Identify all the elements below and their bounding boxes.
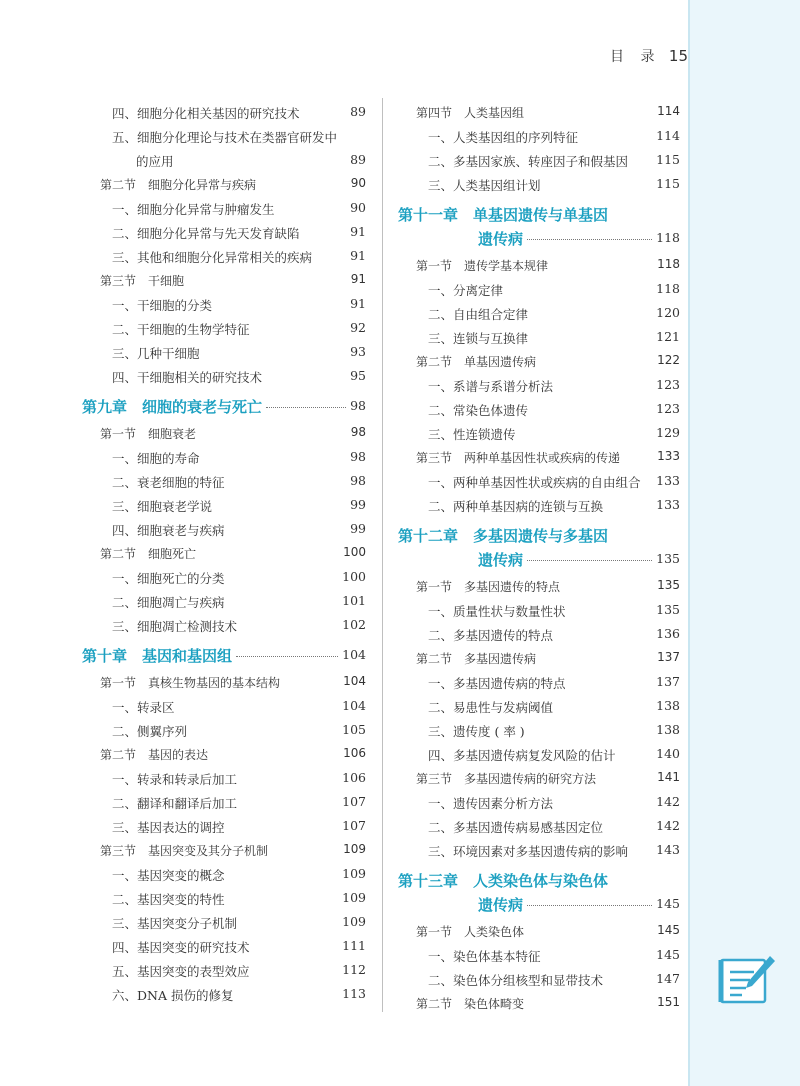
toc-entry-title: 三、其他和细胞分化异常相关的疾病 xyxy=(112,250,313,265)
toc-page-number: 89 xyxy=(350,104,366,119)
toc-entry-title: 一、质量性状与数量性状 xyxy=(428,604,566,619)
toc-page-number: 91 xyxy=(350,248,366,263)
toc-page-number: 140 xyxy=(656,746,680,761)
toc-page-number: 109 xyxy=(342,866,366,881)
toc-entry-title: 一、分离定律 xyxy=(428,283,504,298)
toc-section-entry xyxy=(100,272,366,289)
toc-entry-title: 三、环境因素对多基因遗传病的影响 xyxy=(428,844,629,859)
toc-entry-title: 一、干细胞的分类 xyxy=(112,298,213,313)
toc-section-entry xyxy=(416,923,680,940)
toc-page-number: 100 xyxy=(342,569,366,584)
toc-page-number: 105 xyxy=(342,722,366,737)
toc-item-entry xyxy=(112,368,366,386)
toc-page-number: 107 xyxy=(342,794,366,809)
toc-section-entry xyxy=(100,746,366,763)
toc-page-number: 115 xyxy=(656,152,680,167)
toc-item-entry xyxy=(112,128,366,146)
toc-section-entry xyxy=(416,449,680,466)
toc-item-entry xyxy=(112,104,366,122)
toc-page-number: 135 xyxy=(657,578,680,592)
toc-entry-title: 二、染色体分组核型和显带技术 xyxy=(428,973,604,988)
toc-item-entry xyxy=(112,962,366,980)
toc-item-entry xyxy=(112,890,366,908)
toc-item-entry xyxy=(112,344,366,362)
toc-item-entry xyxy=(112,248,366,266)
toc-item-entry xyxy=(112,986,366,1004)
toc-item-entry xyxy=(112,200,366,218)
toc-item-entry xyxy=(112,866,366,884)
toc-item-entry xyxy=(112,521,366,539)
toc-entry-title: 三、连锁与互换律 xyxy=(428,331,529,346)
toc-section-entry xyxy=(100,842,366,859)
toc-page-number: 89 xyxy=(350,152,366,167)
toc-page-number: 98 xyxy=(350,449,366,464)
toc-section-entry xyxy=(100,674,366,691)
toc-page-number: 118 xyxy=(657,257,680,271)
toc-section-entry xyxy=(416,353,680,370)
toc-entry-title: 第十章 基因和基因组 xyxy=(82,647,233,665)
toc-item-entry xyxy=(428,281,680,299)
toc-page-number: 90 xyxy=(350,176,366,190)
toc-entry-title: 第一节 遗传学基本规律 xyxy=(416,259,549,273)
toc-page-number: 138 xyxy=(656,722,680,737)
toc-page-number: 91 xyxy=(350,296,366,311)
toc-entry-title: 二、侧翼序列 xyxy=(112,724,188,739)
toc-item-entry xyxy=(112,296,366,314)
header-page-number: 15 xyxy=(668,47,688,65)
toc-page-number: 112 xyxy=(342,962,366,977)
toc-item-entry xyxy=(428,674,680,692)
toc-page-number: 99 xyxy=(350,521,366,536)
toc-page-number: 122 xyxy=(657,353,680,367)
toc-page-number: 142 xyxy=(656,818,680,833)
toc-entry-title: 三、几种干细胞 xyxy=(112,346,200,361)
toc-item-entry xyxy=(428,947,680,965)
right-margin-rule xyxy=(688,0,690,1086)
toc-entry-title: 第二节 多基因遗传病 xyxy=(416,652,537,666)
toc-entry-title: 二、易患性与发病阈值 xyxy=(428,700,554,715)
toc-item-entry xyxy=(428,425,680,443)
toc-chapter-entry xyxy=(398,870,680,891)
toc-item-entry xyxy=(112,914,366,932)
toc-page-number: 91 xyxy=(350,272,366,286)
toc-entry-title: 三、遗传度 ( 率 ) xyxy=(428,724,525,739)
toc-entry-title: 一、细胞的寿命 xyxy=(112,451,200,466)
toc-page-number: 99 xyxy=(350,497,366,512)
toc-entry-title: 一、染色体基本特征 xyxy=(428,949,541,964)
toc-page-number: 90 xyxy=(350,200,366,215)
toc-entry-title: 三、基因表达的调控 xyxy=(112,820,225,835)
running-header xyxy=(610,46,688,70)
toc-page-number: 107 xyxy=(342,818,366,833)
toc-page-number: 123 xyxy=(656,401,680,416)
toc-page-number: 145 xyxy=(656,896,680,911)
toc-item-entry xyxy=(112,320,366,338)
toc-page-number: 93 xyxy=(350,344,366,359)
toc-page-number: 109 xyxy=(343,842,366,856)
toc-entry-title: 三、基因突变分子机制 xyxy=(112,916,238,931)
toc-chapter-entry xyxy=(398,204,680,225)
toc-page-number: 100 xyxy=(343,545,366,559)
toc-item-entry xyxy=(428,818,680,836)
toc-entry-title: 二、干细胞的生物学特征 xyxy=(112,322,250,337)
toc-entry-title: 第九章 细胞的衰老与死亡 xyxy=(82,398,263,416)
toc-item-entry xyxy=(428,497,680,515)
toc-entry-title: 二、自由组合定律 xyxy=(428,307,529,322)
toc-item-entry xyxy=(136,152,366,170)
toc-entry-title: 二、多基因遗传的特点 xyxy=(428,628,554,643)
toc-item-entry xyxy=(112,722,366,740)
toc-section-entry xyxy=(100,425,366,442)
toc-item-entry xyxy=(428,746,680,764)
toc-entry-title: 二、基因突变的特性 xyxy=(112,892,225,907)
toc-item-entry xyxy=(112,698,366,716)
toc-entry-title: 二、常染色体遗传 xyxy=(428,403,529,418)
toc-section-entry xyxy=(416,770,680,787)
toc-item-entry xyxy=(428,329,680,347)
toc-section-entry xyxy=(416,650,680,667)
toc-entry-title: 四、多基因遗传病复发风险的估计 xyxy=(428,748,616,763)
toc-dot-leader xyxy=(527,560,652,561)
toc-item-entry xyxy=(112,818,366,836)
toc-page-number: 95 xyxy=(350,368,366,383)
toc-item-entry xyxy=(428,473,680,491)
toc-page-number: 135 xyxy=(656,602,680,617)
toc-entry-title: 五、基因突变的表型效应 xyxy=(112,964,250,979)
toc-entry-title: 第十一章 单基因遗传与单基因 xyxy=(398,206,609,224)
toc-page-number: 118 xyxy=(656,230,680,245)
toc-entry-title: 第二节 单基因遗传病 xyxy=(416,355,537,369)
toc-entry-title: 二、多基因遗传病易感基因定位 xyxy=(428,820,604,835)
toc-section-entry xyxy=(100,176,366,193)
toc-page-number: 91 xyxy=(350,224,366,239)
toc-page-number: 109 xyxy=(342,890,366,905)
toc-page-number: 106 xyxy=(343,746,366,760)
toc-entry-title: 四、细胞分化相关基因的研究技术 xyxy=(112,106,300,121)
toc-entry-title: 第一节 多基因遗传的特点 xyxy=(416,580,561,594)
toc-page-number: 104 xyxy=(343,674,366,688)
toc-item-entry xyxy=(428,842,680,860)
toc-item-entry xyxy=(112,593,366,611)
toc-item-entry xyxy=(428,152,680,170)
toc-item-entry xyxy=(112,224,366,242)
toc-item-entry xyxy=(112,770,366,788)
toc-entry-title: 一、细胞死亡的分类 xyxy=(112,571,225,586)
toc-item-entry xyxy=(112,617,366,635)
right-margin-band xyxy=(690,0,800,1086)
toc-chapter-entry xyxy=(398,525,680,546)
toc-item-entry xyxy=(428,128,680,146)
toc-entry-title: 第十三章 人类染色体与染色体 xyxy=(398,872,609,890)
toc-dot-leader xyxy=(266,407,346,408)
toc-entry-title: 一、两种单基因性状或疾病的自由组合 xyxy=(428,475,641,490)
toc-page-number: 142 xyxy=(656,794,680,809)
toc-page-number: 113 xyxy=(342,986,366,1001)
toc-item-entry xyxy=(428,176,680,194)
toc-page-number: 104 xyxy=(342,647,366,662)
toc-entry-title: 三、人类基因组计划 xyxy=(428,178,541,193)
toc-page-number: 102 xyxy=(342,617,366,632)
toc-page-number: 111 xyxy=(342,938,366,953)
toc-page-number: 138 xyxy=(656,698,680,713)
toc-entry-title: 一、遗传因素分析方法 xyxy=(428,796,554,811)
toc-entry-title: 五、细胞分化理论与技术在类器官研发中 xyxy=(112,130,338,145)
toc-section-entry xyxy=(416,995,680,1012)
toc-entry-title: 第二节 基因的表达 xyxy=(100,748,209,762)
toc-page-number: 109 xyxy=(342,914,366,929)
toc-page-number: 98 xyxy=(350,473,366,488)
toc-page-number: 115 xyxy=(656,176,680,191)
toc-item-entry xyxy=(112,497,366,515)
toc-entry-title: 第二节 染色体畸变 xyxy=(416,997,525,1011)
toc-entry-title: 二、细胞凋亡与疾病 xyxy=(112,595,225,610)
toc-item-entry xyxy=(428,626,680,644)
toc-page-number: 136 xyxy=(656,626,680,641)
toc-entry-title: 二、两种单基因病的连锁与互换 xyxy=(428,499,604,514)
toc-entry-title: 一、人类基因组的序列特征 xyxy=(428,130,579,145)
toc-entry-title: 一、系谱与系谱分析法 xyxy=(428,379,554,394)
toc-entry-title: 二、细胞分化异常与先天发育缺陷 xyxy=(112,226,300,241)
toc-entry-title: 的应用 xyxy=(136,154,174,169)
toc-item-entry xyxy=(428,305,680,323)
toc-entry-title: 遗传病 xyxy=(478,551,524,569)
toc-entry-title: 遗传病 xyxy=(478,230,524,248)
toc-page-number: 137 xyxy=(657,650,680,664)
toc-entry-title: 第三节 多基因遗传病的研究方法 xyxy=(416,772,597,786)
toc-entry-title: 一、多基因遗传病的特点 xyxy=(428,676,566,691)
toc-item-entry xyxy=(428,401,680,419)
toc-entry-title: 四、细胞衰老与疾病 xyxy=(112,523,225,538)
toc-item-entry xyxy=(428,794,680,812)
toc-entry-title: 第四节 人类基因组 xyxy=(416,106,525,120)
toc-page-number: 145 xyxy=(657,923,680,937)
notebook-pencil-icon xyxy=(718,952,776,1008)
toc-item-entry xyxy=(428,698,680,716)
toc-page-number: 98 xyxy=(350,425,366,439)
toc-entry-title: 二、衰老细胞的特征 xyxy=(112,475,225,490)
toc-entry-title: 第三节 干细胞 xyxy=(100,274,185,288)
toc-page-number: 147 xyxy=(656,971,680,986)
column-divider xyxy=(382,98,383,1012)
toc-page-number: 98 xyxy=(350,398,366,413)
toc-item-entry xyxy=(428,722,680,740)
toc-entry-title: 遗传病 xyxy=(478,896,524,914)
toc-page-number: 137 xyxy=(656,674,680,689)
toc-entry-title: 第一节 真核生物基因的基本结构 xyxy=(100,676,281,690)
toc-page-number: 135 xyxy=(656,551,680,566)
toc-page-number: 133 xyxy=(657,449,680,463)
toc-entry-title: 第三节 基因突变及其分子机制 xyxy=(100,844,269,858)
toc-entry-title: 六、DNA 损伤的修复 xyxy=(112,988,234,1003)
toc-item-entry xyxy=(112,569,366,587)
toc-page-number: 133 xyxy=(656,497,680,512)
toc-entry-title: 四、基因突变的研究技术 xyxy=(112,940,250,955)
header-title: 目 录 xyxy=(610,49,661,65)
toc-page-number: 118 xyxy=(656,281,680,296)
toc-entry-title: 二、翻译和翻译后加工 xyxy=(112,796,238,811)
toc-page-number: 120 xyxy=(656,305,680,320)
toc-item-entry xyxy=(112,449,366,467)
toc-item-entry xyxy=(112,938,366,956)
toc-section-entry xyxy=(416,578,680,595)
toc-page-number: 145 xyxy=(656,947,680,962)
toc-entry-title: 三、性连锁遗传 xyxy=(428,427,516,442)
toc-entry-title: 第十二章 多基因遗传与多基因 xyxy=(398,527,609,545)
toc-page-number: 143 xyxy=(656,842,680,857)
toc-entry-title: 一、基因突变的概念 xyxy=(112,868,225,883)
toc-entry-title: 一、转录和转录后加工 xyxy=(112,772,238,787)
toc-entry-title: 第一节 细胞衰老 xyxy=(100,427,197,441)
toc-section-entry xyxy=(100,545,366,562)
toc-entry-title: 第二节 细胞分化异常与疾病 xyxy=(100,178,257,192)
toc-page-number: 114 xyxy=(657,104,680,118)
toc-page-number: 141 xyxy=(657,770,680,784)
toc-item-entry xyxy=(428,377,680,395)
toc-entry-title: 四、干细胞相关的研究技术 xyxy=(112,370,263,385)
toc-page-number: 106 xyxy=(342,770,366,785)
toc-item-entry xyxy=(428,602,680,620)
toc-entry-title: 第二节 细胞死亡 xyxy=(100,547,197,561)
toc-dot-leader xyxy=(236,656,338,657)
toc-page-number: 133 xyxy=(656,473,680,488)
toc-entry-title: 第一节 人类染色体 xyxy=(416,925,525,939)
toc-entry-title: 二、多基因家族、转座因子和假基因 xyxy=(428,154,629,169)
toc-entry-title: 三、细胞衰老学说 xyxy=(112,499,213,514)
toc-item-entry xyxy=(428,971,680,989)
toc-section-entry xyxy=(416,257,680,274)
toc-entry-title: 一、转录区 xyxy=(112,700,175,715)
toc-entry-title: 一、细胞分化异常与肿瘤发生 xyxy=(112,202,275,217)
toc-item-entry xyxy=(112,794,366,812)
toc-page-number: 121 xyxy=(656,329,680,344)
toc-page-number: 114 xyxy=(656,128,680,143)
toc-page-number: 101 xyxy=(342,593,366,608)
toc-section-entry xyxy=(416,104,680,121)
toc-page-number: 123 xyxy=(656,377,680,392)
toc-page-number: 151 xyxy=(657,995,680,1009)
toc-page-number: 92 xyxy=(350,320,366,335)
toc-dot-leader xyxy=(527,239,652,240)
toc-item-entry xyxy=(112,473,366,491)
toc-entry-title: 第三节 两种单基因性状或疾病的传递 xyxy=(416,451,621,465)
toc-page-number: 129 xyxy=(656,425,680,440)
toc-page-number: 104 xyxy=(342,698,366,713)
toc-entry-title: 三、细胞凋亡检测技术 xyxy=(112,619,238,634)
toc-dot-leader xyxy=(527,905,652,906)
